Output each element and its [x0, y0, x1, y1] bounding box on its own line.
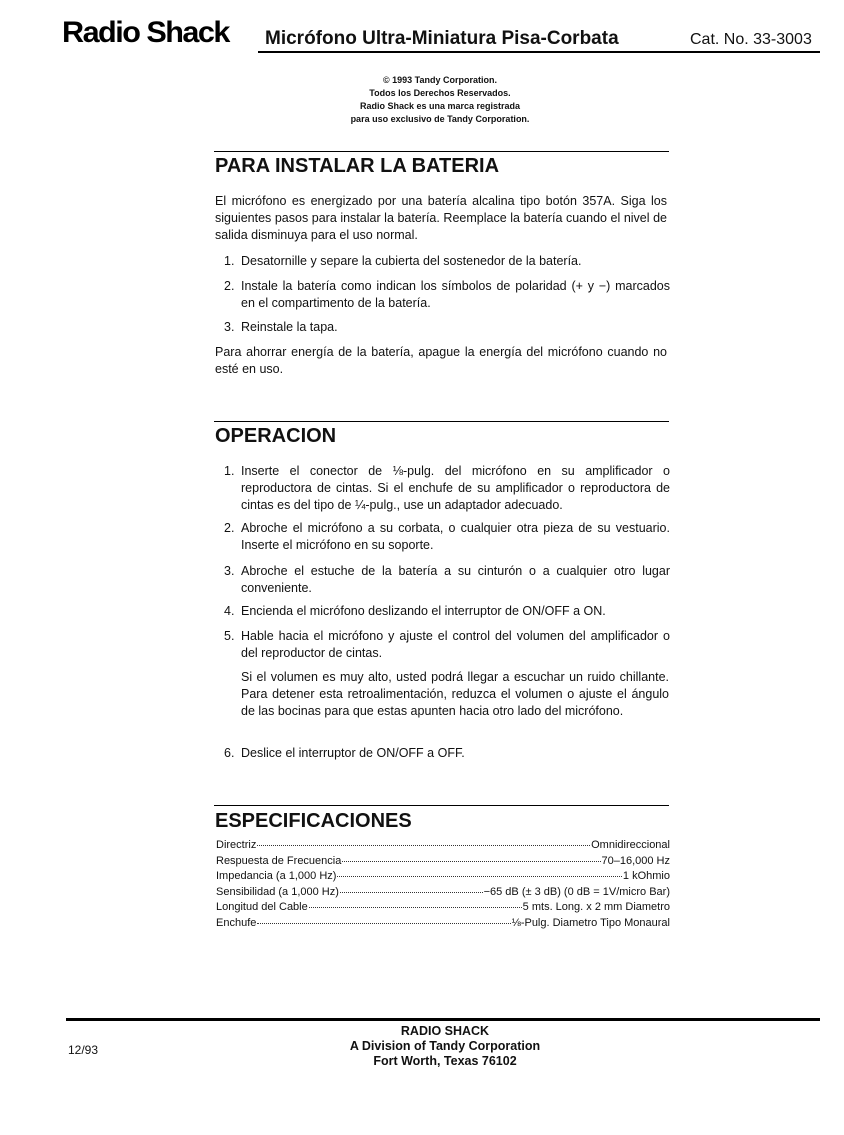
- dot-leader: [340, 883, 483, 893]
- footer-company-block: [320, 1024, 570, 1069]
- spec-value: 1 kOhmio: [622, 870, 670, 883]
- step-text: Hable hacia el micrófono y ajuste el control del volumen del amplificador o del reproductor de cintas.: [241, 629, 670, 660]
- battery-heading: PARA INSTALAR LA BATERIA: [215, 155, 500, 177]
- spec-row: [216, 916, 670, 932]
- copyright-line: Todos los Derechos Reservados.: [369, 88, 511, 98]
- section-rule: [214, 805, 669, 806]
- step-number: 4.: [224, 604, 235, 618]
- section-rule: [214, 151, 669, 152]
- battery-intro: El micrófono es energizado por una batería alcalina tipo botón 357A. Siga los siguientes pasos para instalar la batería. Reemplace la batería cuando el nivel de salida disminuya para el uso normal.: [215, 194, 667, 242]
- copyright-line: para uso exclusivo de Tandy Corporation.: [350, 114, 530, 124]
- spec-label: Directriz: [216, 839, 257, 851]
- footer-date: 12/93: [68, 1043, 99, 1057]
- footer-rule: [66, 1018, 820, 1021]
- dot-leader: [257, 836, 590, 846]
- battery-step: [224, 319, 670, 336]
- header-rule: [258, 51, 820, 53]
- battery-step: [224, 253, 670, 270]
- step-text: Desatornille y separe la cubierta del sostenedor de la batería.: [241, 254, 582, 268]
- copyright-line: Radio Shack es una marca registrada: [359, 101, 521, 111]
- step-number: 6.: [224, 746, 235, 760]
- step-text: Instale la batería como indican los símbolos de polaridad (+ y −) marcados en el compartimento de la batería.: [241, 279, 670, 310]
- radio-shack-logo: Radio Shack: [62, 16, 229, 49]
- document-title: Micrófono Ultra-Miniatura Pisa-Corbata: [265, 28, 619, 49]
- step-number: 2.: [224, 279, 235, 293]
- section-rule: [214, 421, 669, 422]
- catalog-number: Cat. No. 33-3003: [690, 31, 812, 48]
- battery-step: [224, 278, 670, 312]
- footer-address: Fort Worth, Texas 76102: [373, 1054, 517, 1068]
- dot-leader: [337, 867, 621, 877]
- step-text: Abroche el estuche de la batería a su cinturón o a cualquier otro lugar conveniente.: [241, 564, 670, 595]
- dot-leader: [309, 898, 522, 908]
- step-number: 1.: [224, 464, 235, 478]
- step-number: 5.: [224, 629, 235, 643]
- spec-value: 70–16,000 Hz: [601, 854, 670, 867]
- step-number: 3.: [224, 320, 235, 334]
- spec-label: Respuesta de Frecuencia: [216, 854, 342, 867]
- operation-step: [224, 520, 670, 554]
- operation-step: [224, 745, 670, 762]
- operation-step5-note: Si el volumen es muy alto, usted podrá llegar a escuchar un ruido chillante. Para detener esta retroalimentación, reduzca el volumen o ajuste el ángulo de las bocinas para que estas apunten hacia otro lado del micrófono.: [241, 670, 669, 718]
- dot-leader: [257, 914, 510, 924]
- step-text: Deslice el interruptor de ON/OFF a OFF.: [241, 746, 465, 760]
- operation-step: [224, 463, 670, 514]
- spec-value: Omnidireccional: [591, 839, 670, 851]
- spec-value: 5 mts. Long. x 2 mm Diametro: [522, 901, 670, 914]
- step-text: Abroche el micrófono a su corbata, o cualquier otra pieza de su vestuario. Inserte el micrófono en su soporte.: [241, 521, 670, 552]
- operation-step: [224, 628, 670, 662]
- operation-heading: OPERACION: [215, 425, 337, 447]
- footer-division: A Division of Tandy Corporation: [349, 1039, 541, 1053]
- footer-company-name: RADIO SHACK: [400, 1024, 490, 1038]
- spec-value: ⅛-Pulg. Diametro Tipo Monaural: [511, 916, 670, 929]
- step-text: Encienda el micrófono deslizando el interruptor de ON/OFF a ON.: [241, 604, 606, 618]
- copyright-notice: [300, 74, 580, 126]
- step-number: 1.: [224, 254, 235, 268]
- operation-step: [224, 563, 670, 597]
- battery-note: Para ahorrar energía de la batería, apague la energía del micrófono cuando no esté en uso.: [215, 345, 667, 376]
- specs-heading: ESPECIFICACIONES: [215, 810, 412, 832]
- spec-label: Sensibilidad (a 1,000 Hz): [216, 885, 339, 898]
- step-number: 2.: [224, 521, 235, 535]
- spec-label: Longitud del Cable: [216, 901, 308, 914]
- step-text: Reinstale la tapa.: [241, 320, 338, 334]
- spec-label: Enchufe: [216, 916, 257, 929]
- step-text: Inserte el conector de ⅛-pulg. del micrófono en su amplificador o reproductora de cintas. Si el enchufe de su amplificador o reproductora de cintas es del tipo de ¼-pulg., use un adaptador adecuado.: [241, 464, 670, 512]
- dot-leader: [342, 852, 600, 862]
- spec-label: Impedancia (a 1,000 Hz): [216, 870, 337, 883]
- operation-step: [224, 603, 670, 620]
- step-number: 3.: [224, 564, 235, 578]
- copyright-line: © 1993 Tandy Corporation.: [383, 75, 497, 85]
- spec-value: −65 dB (± 3 dB) (0 dB = 1V/micro Bar): [483, 885, 670, 898]
- specs-list: [216, 838, 670, 932]
